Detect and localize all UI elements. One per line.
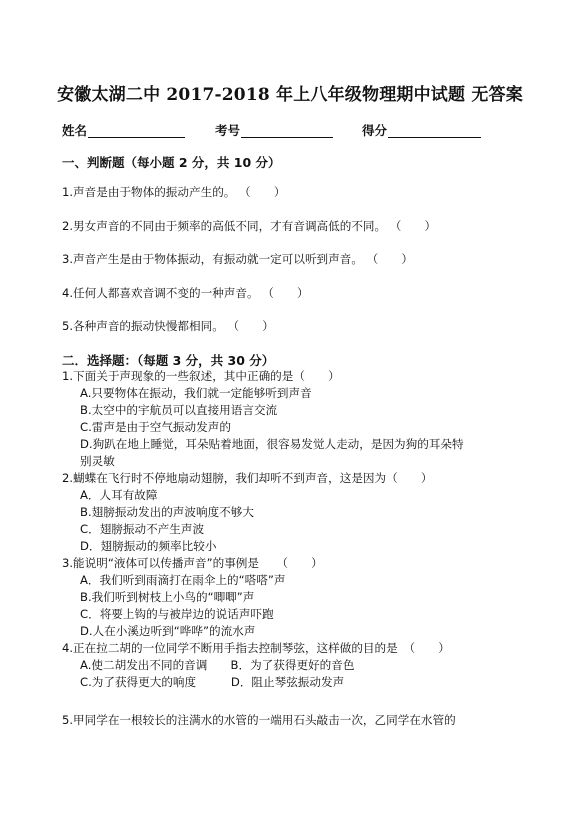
judge-item-3: 3.声音产生是由于物体振动，有振动就一定可以听到声音。 （ ）: [62, 252, 413, 266]
question-3-option-a: A．我们听到雨滴打在雨伞上的“嗒嗒”声: [80, 573, 286, 587]
judge-item-4: 4.任何人都喜欢音调不变的一种声音。 （ ）: [62, 286, 309, 300]
exam-number-field[interactable]: [215, 121, 333, 139]
question-1-option-b: B.太空中的宇航员可以直接用语言交流: [80, 403, 278, 417]
judge-item-1: 1.声音是由于物体的振动产生的。 （ ）: [62, 185, 286, 199]
section-2-heading: 二．选择题：（每题 3 分，共 30 分）: [62, 353, 275, 368]
question-2-option-b: B.翅膀振动发出的声波响度不够大: [80, 505, 254, 519]
page-title: 安徽太湖二中 2017-2018 年上八年级物理期中试题 无答案: [57, 85, 523, 105]
name-field[interactable]: [62, 121, 185, 139]
question-1-stem: 1.下面关于声现象的一些叙述，其中正确的是（ ）: [62, 369, 340, 383]
question-4-options-ab: A.使二胡发出不同的音调 B．为了获得更好的音色: [80, 658, 355, 672]
question-3-option-c: C．将要上钩的与被岸边的说话声吓跑: [80, 607, 274, 621]
score-blank[interactable]: [388, 123, 481, 138]
question-2-stem: 2.蝴蝶在飞行时不停地扇动翅膀，我们却听不到声音，这是因为（ ）: [62, 471, 433, 485]
question-1-option-a: A.只要物体在振动，我们就一定能够听到声音: [80, 386, 312, 400]
question-2-option-d: D．翅膀振动的频率比较小: [80, 539, 217, 553]
question-4-stem: 4.正在拉二胡的一位同学不断用手指去控制琴弦，这样做的目的是 （ ）: [62, 641, 450, 655]
question-2-option-c: C．翅膀振动不产生声波: [80, 522, 205, 536]
score-label: 得分: [362, 123, 388, 138]
student-info-row: [62, 121, 532, 141]
question-4-options-cd: C.为了获得更大的响度 D．阻止琴弦振动发声: [80, 675, 345, 689]
question-1-option-c: C.雷声是由于空气振动发声的: [80, 420, 231, 434]
name-label: 姓名: [62, 123, 88, 138]
question-5-stem: 5.甲同学在一根较长的注满水的水管的一端用石头敲击一次，乙同学在水管的: [62, 713, 456, 727]
question-3-stem: 3.能说明“液体可以传播声音”的事例是 （ ）: [62, 556, 323, 570]
question-1-option-d-cont: 别灵敏: [80, 454, 115, 468]
score-field[interactable]: [362, 121, 481, 139]
judge-item-2: 2.男女声音的不同由于频率的高低不同，才有音调高低的不同。 （ ）: [62, 219, 437, 233]
name-blank[interactable]: [88, 123, 185, 138]
question-2-option-a: A．人耳有故障: [80, 488, 158, 502]
question-3-option-d: D.人在小溪边听到“哗哗”的流水声: [80, 624, 256, 638]
judge-item-5: 5.各种声音的振动快慢都相同。 （ ）: [62, 319, 274, 333]
section-1-heading: 一、判断题（每小题 2 分，共 10 分）: [62, 155, 281, 170]
exam-number-label: 考号: [215, 123, 241, 138]
question-3-option-b: B.我们听到树枝上小鸟的“唧唧”声: [80, 590, 255, 604]
question-1-option-d: D.狗趴在地上睡觉，耳朵贴着地面，很容易发觉人走动，是因为狗的耳朵特: [80, 437, 464, 451]
exam-number-blank[interactable]: [241, 123, 333, 138]
